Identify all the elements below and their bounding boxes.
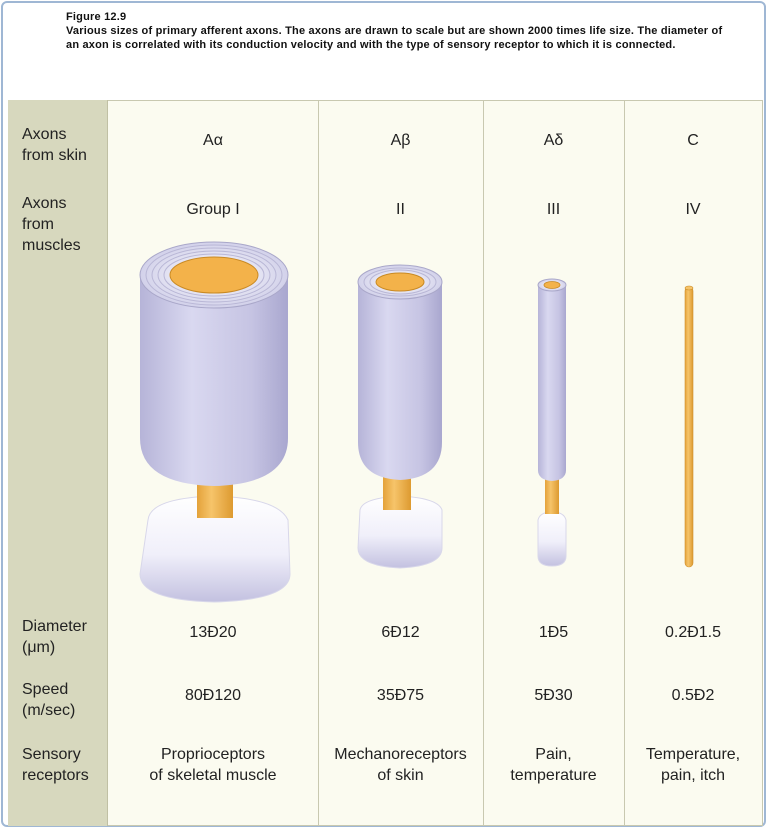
row-label-skin: Axons from skin [22,126,87,164]
skin-class-a-beta: Aβ [390,132,411,149]
axon-a-delta [538,279,566,566]
muscle-group-iii: III [546,201,561,218]
skin-class-a-delta: Aδ [543,132,564,149]
row-label-muscles: Axons from muscles [22,195,81,254]
axon-a-alpha [140,242,290,602]
diameter-c: 0.2Ð1.5 [664,624,722,641]
diameter-a-beta: 6Ð12 [381,624,420,641]
diameter-a-delta: 1Ð5 [538,624,569,641]
muscle-group-iv: IV [685,201,701,218]
skin-class-c: C [687,132,699,149]
diameter-a-alpha: 13Ð20 [189,624,237,641]
caption-text: Various sizes of primary afferent axons. The axons are drawn to scale but are shown 2000 times life size. The diameter of an axon is correlated with its conduction velocity and with the type of sensory receptor to which it is connected. [66,25,723,51]
muscle-group-i: Group I [186,201,240,218]
row-label-speed: Speed (m/sec) [22,681,76,719]
row-label-diameter: Diameter (μm) [22,618,87,656]
receptors-a-alpha: Proprioceptors of skeletal muscle [149,746,277,784]
speed-c: 0.5Ð2 [671,687,715,704]
speed-a-delta: 5Ð30 [534,687,573,704]
axon-a-beta [358,265,442,568]
skin-class-a-alpha: Aα [203,132,223,149]
figure-number: Figure 12.9 [66,11,127,23]
row-label-receptors: Sensory receptors [22,746,89,784]
receptors-a-delta: Pain, temperature [510,746,597,784]
receptors-a-beta: Mechanoreceptors of skin [334,746,467,784]
speed-a-alpha: 80Ð120 [184,687,242,704]
speed-a-beta: 35Ð75 [376,687,425,704]
muscle-group-ii: II [396,201,405,218]
axon-c [685,286,693,567]
receptors-c: Temperature, pain, itch [645,746,741,784]
